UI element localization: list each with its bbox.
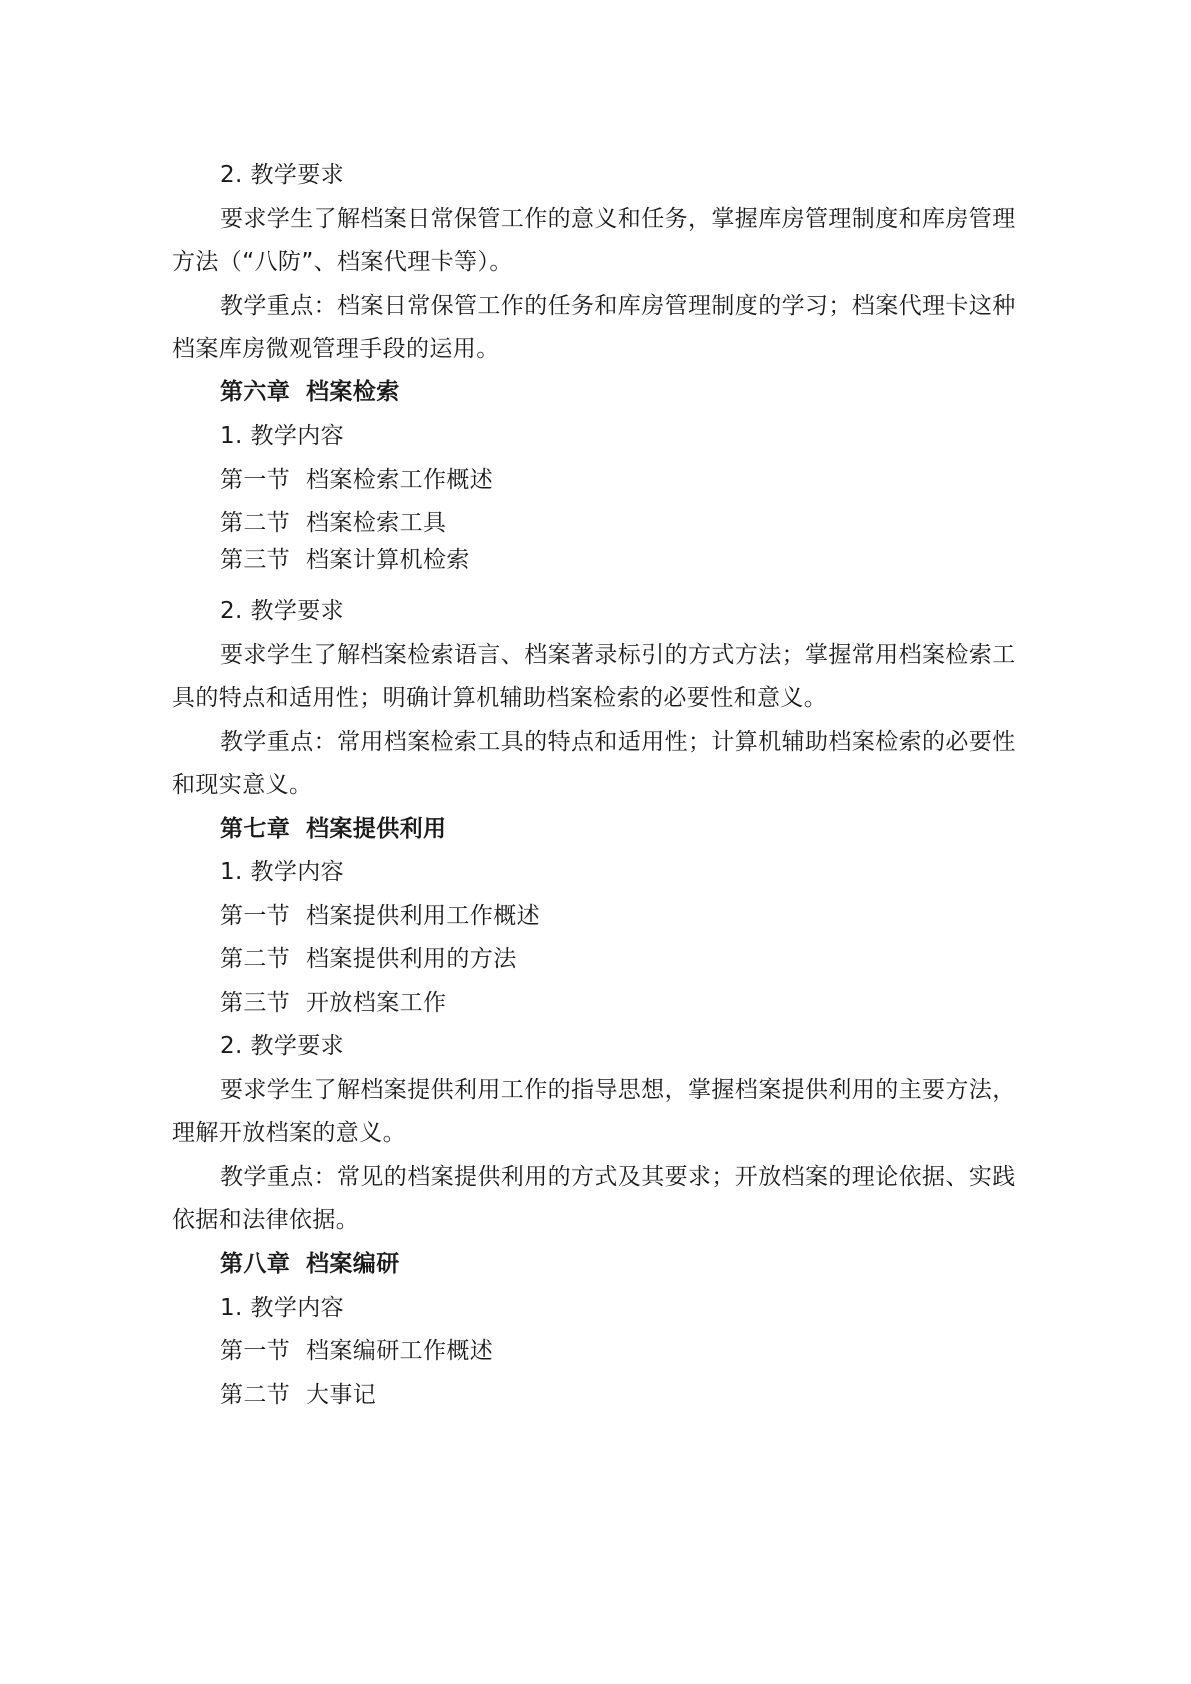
ch6-section-2 [220,508,446,538]
ch8-title-number: 第八章 [220,1251,291,1277]
ch7-requirements-heading: 2. 教学要求 [220,1033,345,1059]
section-name: 档案检索工具 [306,510,447,536]
section-name: 档案计算机检索 [306,547,470,573]
ch5-key-points-line-2: 档案库房微观管理手段的运用。 [172,336,500,362]
section-name: 开放档案工作 [306,990,447,1016]
section-number: 第二节 [220,510,291,536]
ch6-title-number: 第六章 [220,379,291,405]
ch6-key-points-line-1: 教学重点：常用档案检索工具的特点和适用性；计算机辅助档案检索的必要性 [220,729,1016,755]
ch8-title-name: 档案编研 [306,1251,400,1277]
ch6-section-1 [220,465,493,495]
ch7-requirements-paragraph-line-2: 理解开放档案的意义。 [172,1120,406,1146]
section-name: 档案提供利用的方法 [306,946,517,972]
ch8-section-2 [220,1380,376,1410]
ch5-requirements-heading: 2. 教学要求 [220,162,345,188]
ch6-title [220,377,400,407]
ch7-title-name: 档案提供利用 [306,816,447,842]
ch7-title [220,814,446,844]
ch6-key-points-line-2: 和现实意义。 [172,772,313,798]
ch8-title [220,1249,400,1279]
ch8-content-heading: 1. 教学内容 [220,1295,345,1321]
section-name: 档案提供利用工作概述 [306,903,540,929]
section-number: 第二节 [220,946,291,972]
ch6-requirements-heading: 2. 教学要求 [220,598,345,624]
section-name: 大事记 [306,1382,377,1408]
section-number: 第二节 [220,1382,291,1408]
ch7-section-2 [220,944,517,974]
ch6-title-name: 档案检索 [306,379,400,405]
ch7-title-number: 第七章 [220,816,291,842]
ch6-content-heading: 1. 教学内容 [220,423,345,449]
ch7-requirements-paragraph-line-1: 要求学生了解档案提供利用工作的指导思想，掌握档案提供利用的主要方法， [220,1077,1016,1103]
ch6-section-3 [220,545,470,575]
ch5-requirements-paragraph-line-2: 方法（“八防”、档案代理卡等）。 [172,249,513,275]
ch7-key-points-line-2: 依据和法律依据。 [172,1207,360,1233]
ch6-requirements-paragraph-line-2: 具的特点和适用性；明确计算机辅助档案检索的必要性和意义。 [172,685,828,711]
ch7-content-heading: 1. 教学内容 [220,859,345,885]
ch8-section-1 [220,1336,493,1366]
section-number: 第一节 [220,467,291,493]
ch5-requirements-paragraph-line-1: 要求学生了解档案日常保管工作的意义和任务，掌握库房管理制度和库房管理 [220,206,1016,232]
section-name: 档案检索工作概述 [306,467,494,493]
ch6-requirements-paragraph-line-1: 要求学生了解档案检索语言、档案著录标引的方式方法；掌握常用档案检索工 [220,642,1016,668]
ch7-section-3 [220,988,446,1018]
section-name: 档案编研工作概述 [306,1338,494,1364]
section-number: 第三节 [220,547,291,573]
ch5-key-points-line-1: 教学重点：档案日常保管工作的任务和库房管理制度的学习；档案代理卡这种 [220,293,1016,319]
ch7-key-points-line-1: 教学重点：常见的档案提供利用的方式及其要求；开放档案的理论依据、实践 [220,1164,1016,1190]
ch7-section-1 [220,901,540,931]
section-number: 第一节 [220,1338,291,1364]
section-number: 第一节 [220,903,291,929]
section-number: 第三节 [220,990,291,1016]
